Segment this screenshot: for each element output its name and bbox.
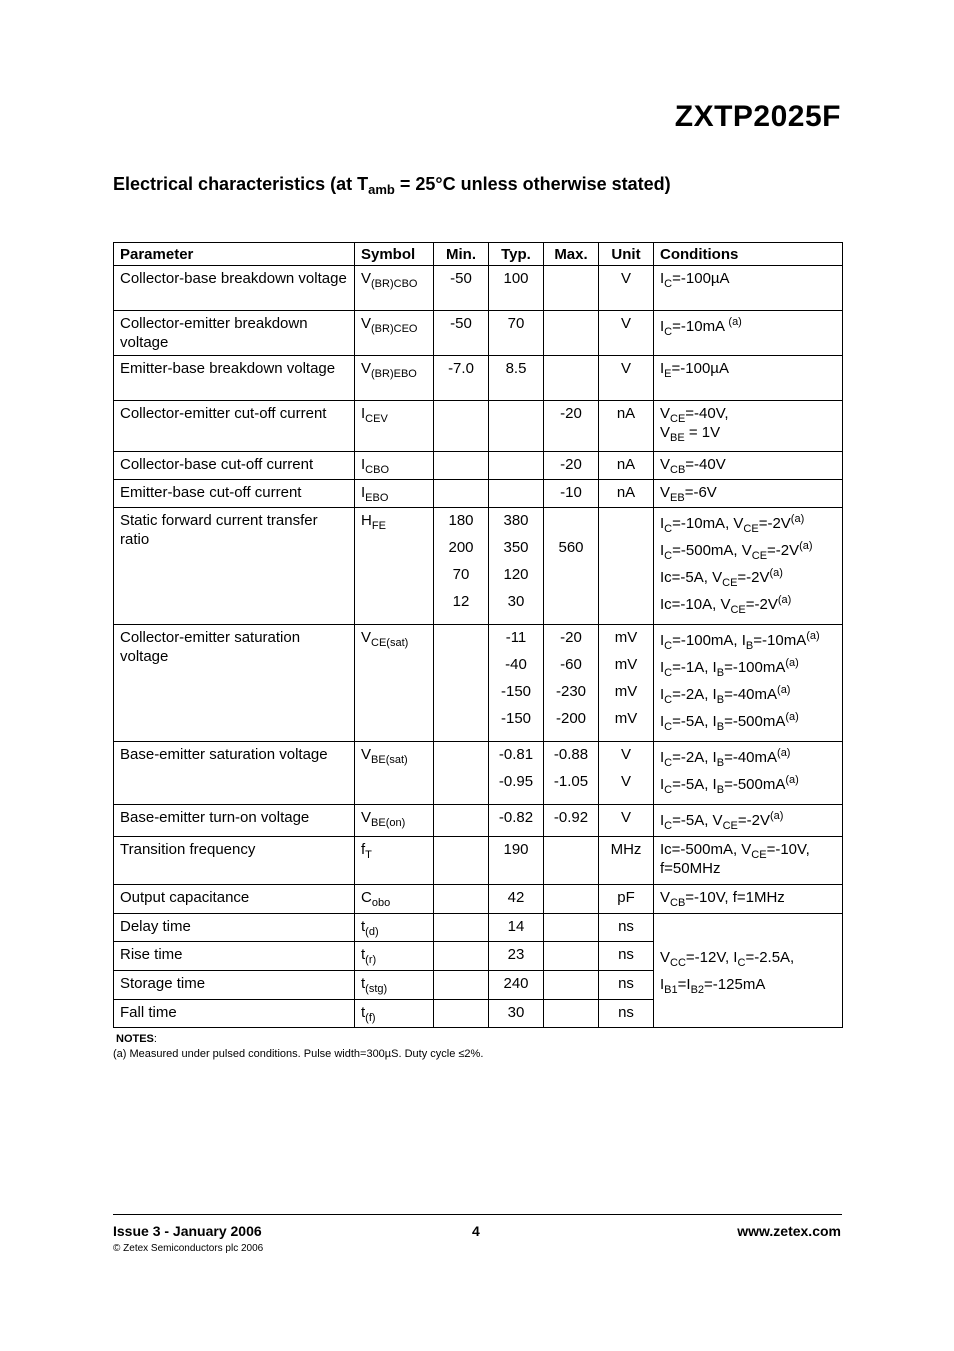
- unit-cell: ns: [599, 942, 654, 971]
- max-cell: -20 -60 -230 -200: [544, 625, 599, 742]
- min-cell: [434, 452, 489, 480]
- typ-cell: 23: [489, 942, 544, 971]
- typ-cell: -0.81 -0.95: [489, 742, 544, 805]
- min-cell: [434, 742, 489, 805]
- symbol-cell: $C_{obo}$: [355, 885, 434, 914]
- conditions-cell: $V_{EB}=-6V$: [654, 480, 843, 508]
- unit-cell: V V: [599, 742, 654, 805]
- table-row: [114, 452, 843, 480]
- symbol-cell: $I_{CEV}$: [355, 401, 434, 452]
- switching-conditions-cell: $V_{CC}=-12V$, $I_C=-2.5A$, $I_{B1}=I_{B2}=-125mA$: [654, 914, 843, 1028]
- param-cell: Rise time: [114, 942, 355, 971]
- param-cell: Collector-base cut-off current: [114, 452, 355, 480]
- unit-cell: nA: [599, 401, 654, 452]
- conditions-cell: $V_{CE}=-40V$, $V_{BE} = 1V$: [654, 401, 843, 452]
- max-cell: -20: [544, 452, 599, 480]
- page-number: 4: [472, 1223, 480, 1239]
- section-title: [113, 174, 671, 195]
- min-cell: -50: [434, 266, 489, 311]
- min-cell: [434, 480, 489, 508]
- unit-cell: mV mV mV mV: [599, 625, 654, 742]
- conditions-cell: Ic=-500mA, $V_{CE}=-10V$, f=50MHz: [654, 837, 843, 885]
- typ-cell: 100: [489, 266, 544, 311]
- param-cell: Delay time: [114, 914, 355, 942]
- param-cell: Emitter-base breakdown voltage: [114, 356, 355, 401]
- min-cell: 180 200 70 12: [434, 508, 489, 625]
- conditions-cell: $V_{CB}=-40V$: [654, 452, 843, 480]
- conditions-cell: $I_C=-5A$, $V_{CE}=-2V^{(a)}$: [654, 805, 843, 837]
- unit-cell: [599, 508, 654, 625]
- symbol-cell: $H_{FE}$: [355, 508, 434, 625]
- conditions-cell: $I_C=-100\mu A$: [654, 266, 843, 311]
- min-cell: [434, 914, 489, 942]
- conditions-cell: $I_C=-2A$, $I_B=-40mA^{(a)}$ $I_C=-5A$, $I_B=-500mA^{(a)}$: [654, 742, 843, 805]
- footer-copyright: © Zetex Semiconductors plc 2006: [113, 1243, 264, 1254]
- param-cell: Static forward current transfer ratio: [114, 508, 355, 625]
- unit-cell: ns: [599, 1000, 654, 1028]
- table-header-row: [114, 243, 843, 266]
- param-cell: Output capacitance: [114, 885, 355, 914]
- symbol-cell: $t_{(r)}$: [355, 942, 434, 971]
- notes: NOTES: (a) Measured under pulsed conditions. Pulse width=300µS. Duty cycle ≤2%.: [113, 1033, 484, 1060]
- conditions-cell: $I_C=-10mA$ $^{(a)}$: [654, 311, 843, 356]
- max-cell: -0.92: [544, 805, 599, 837]
- table-row: [114, 356, 843, 401]
- unit-cell: nA: [599, 480, 654, 508]
- typ-cell: 240: [489, 971, 544, 1000]
- symbol-cell: $t_{(stg)}$: [355, 971, 434, 1000]
- max-cell: [544, 971, 599, 1000]
- symbol-cell: $V_{(BR)EBO}$: [355, 356, 434, 401]
- footer-issue: Issue 3 - January 2006: [113, 1223, 262, 1239]
- table-row: [114, 837, 843, 885]
- max-cell: [544, 356, 599, 401]
- section-title-pre: Electrical characteristics (at T: [113, 174, 369, 194]
- min-cell: [434, 805, 489, 837]
- typ-cell: -0.82: [489, 805, 544, 837]
- unit-cell: V: [599, 805, 654, 837]
- symbol-cell: $V_{BE(sat)}$: [355, 742, 434, 805]
- electrical-characteristics-table: [113, 242, 843, 1028]
- conditions-cell: $I_E=-100\mu A$: [654, 356, 843, 401]
- typ-cell: 14: [489, 914, 544, 942]
- table-row: [114, 508, 843, 625]
- param-cell: Base-emitter saturation voltage: [114, 742, 355, 805]
- header-min: Min.: [434, 243, 489, 266]
- unit-cell: V: [599, 311, 654, 356]
- param-cell: Storage time: [114, 971, 355, 1000]
- footer-divider: [113, 1214, 842, 1215]
- max-cell: -10: [544, 480, 599, 508]
- header-symbol: Symbol: [355, 243, 434, 266]
- table-row: [114, 266, 843, 311]
- table-row: [114, 914, 843, 942]
- typ-cell: [489, 452, 544, 480]
- min-cell: [434, 401, 489, 452]
- param-cell: Base-emitter turn-on voltage: [114, 805, 355, 837]
- symbol-cell: $V_{(BR)CBO}$: [355, 266, 434, 311]
- footer-website-link[interactable]: www.zetex.com: [737, 1223, 841, 1239]
- symbol-cell: $t_{(f)}$: [355, 1000, 434, 1028]
- unit-cell: pF: [599, 885, 654, 914]
- max-cell: [544, 1000, 599, 1028]
- table-row: [114, 805, 843, 837]
- min-cell: [434, 971, 489, 1000]
- unit-cell: nA: [599, 452, 654, 480]
- min-cell: [434, 1000, 489, 1028]
- min-cell: [434, 837, 489, 885]
- typ-cell: 190: [489, 837, 544, 885]
- table-row: [114, 480, 843, 508]
- symbol-cell: $I_{EBO}$: [355, 480, 434, 508]
- param-cell: Collector-emitter breakdown voltage: [114, 311, 355, 356]
- typ-cell: -11 -40 -150 -150: [489, 625, 544, 742]
- min-cell: -7.0: [434, 356, 489, 401]
- min-cell: [434, 625, 489, 742]
- typ-cell: [489, 480, 544, 508]
- param-cell: Collector-emitter cut-off current: [114, 401, 355, 452]
- unit-cell: MHz: [599, 837, 654, 885]
- unit-cell: ns: [599, 914, 654, 942]
- symbol-cell: $f_T$: [355, 837, 434, 885]
- typ-cell: 42: [489, 885, 544, 914]
- table-row: [114, 625, 843, 742]
- max-cell: [544, 837, 599, 885]
- min-cell: [434, 942, 489, 971]
- typ-cell: 30: [489, 1000, 544, 1028]
- unit-cell: V: [599, 266, 654, 311]
- symbol-cell: $V_{CE(sat)}$: [355, 625, 434, 742]
- table-row: [114, 885, 843, 914]
- part-number: ZXTP2025F: [674, 100, 841, 133]
- min-cell: -50: [434, 311, 489, 356]
- min-cell: [434, 885, 489, 914]
- header-typ: Typ.: [489, 243, 544, 266]
- conditions-cell: $I_C=-10mA$, $V_{CE}=-2V^{(a)}$ $I_C=-500mA$, $V_{CE}=-2V^{(a)}$ Ic=-5A, $V_{CE}=-2V^{(a)}$ Ic=-10A, $V_{CE}=-2V^{(a)}$: [654, 508, 843, 625]
- section-title-sub: amb: [368, 182, 395, 197]
- symbol-cell: $t_{(d)}$: [355, 914, 434, 942]
- conditions-cell: $I_C=-100mA$, $I_B=-10mA^{(a)}$ $I_C=-1A$, $I_B=-100mA^{(a)}$ $I_C=-2A$, $I_B=-40mA^{(a)}$ $I_C=-5A$, $I_B=-500mA^{(a)}$: [654, 625, 843, 742]
- notes-text: (a) Measured under pulsed conditions. Pulse width=300µS. Duty cycle ≤2%.: [113, 1048, 484, 1060]
- param-cell: Emitter-base cut-off current: [114, 480, 355, 508]
- header-max: Max.: [544, 243, 599, 266]
- header-unit: Unit: [599, 243, 654, 266]
- max-cell: [544, 942, 599, 971]
- max-cell: [544, 914, 599, 942]
- symbol-cell: $V_{BE(on)}$: [355, 805, 434, 837]
- typ-cell: 380 350 120 30: [489, 508, 544, 625]
- typ-cell: 8.5: [489, 356, 544, 401]
- max-cell: [544, 885, 599, 914]
- notes-title: NOTES: [116, 1033, 154, 1045]
- table-row: [114, 401, 843, 452]
- max-cell: -0.88 -1.05: [544, 742, 599, 805]
- max-cell: [544, 311, 599, 356]
- section-title-post: = 25°C unless otherwise stated): [394, 174, 671, 194]
- max-cell: [544, 266, 599, 311]
- table-row: [114, 311, 843, 356]
- typ-cell: [489, 401, 544, 452]
- conditions-cell: $V_{CB}=-10V$, f=1MHz: [654, 885, 843, 914]
- typ-cell: 70: [489, 311, 544, 356]
- max-cell: 560: [544, 508, 599, 625]
- header-parameter: Parameter: [114, 243, 355, 266]
- param-cell: Collector-emitter saturation voltage: [114, 625, 355, 742]
- unit-cell: ns: [599, 971, 654, 1000]
- table-row: [114, 742, 843, 805]
- symbol-cell: $I_{CBO}$: [355, 452, 434, 480]
- max-cell: -20: [544, 401, 599, 452]
- symbol-cell: $V_{(BR)CEO}$: [355, 311, 434, 356]
- header-conditions: Conditions: [654, 243, 843, 266]
- param-cell: Collector-base breakdown voltage: [114, 266, 355, 311]
- param-cell: Transition frequency: [114, 837, 355, 885]
- unit-cell: V: [599, 356, 654, 401]
- param-cell: Fall time: [114, 1000, 355, 1028]
